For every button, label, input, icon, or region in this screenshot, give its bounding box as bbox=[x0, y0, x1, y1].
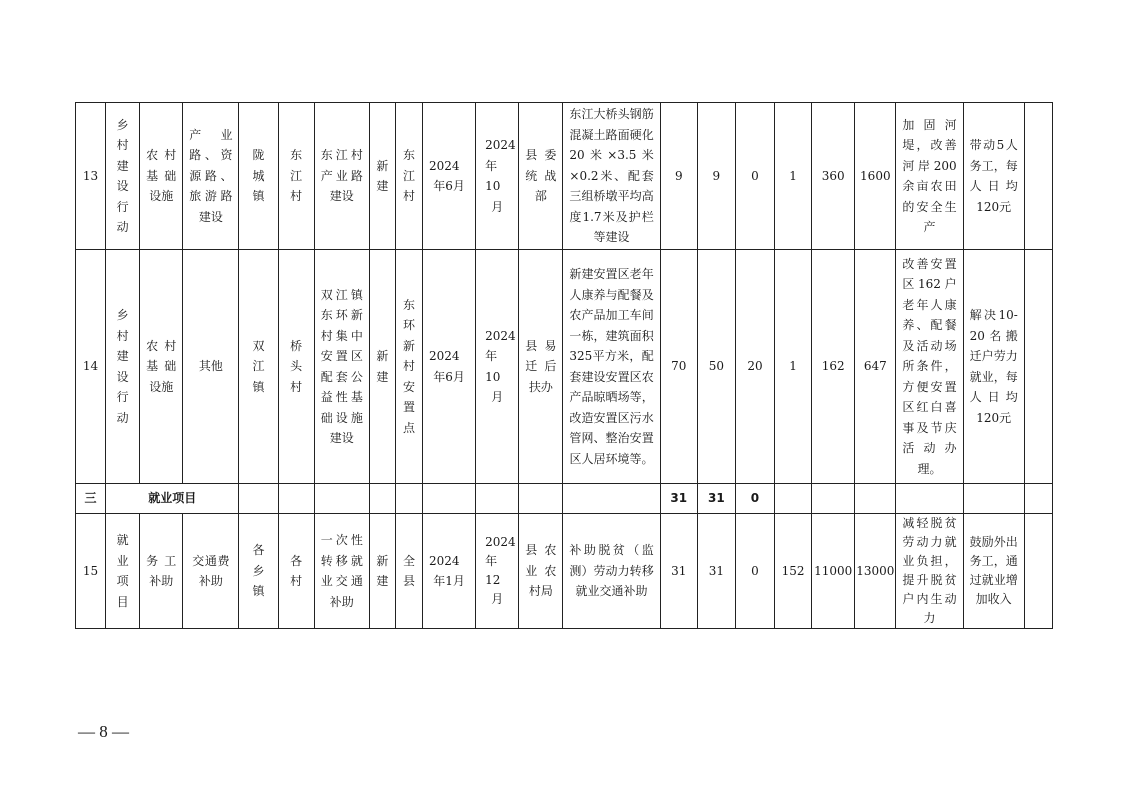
construction-content: 补助脱贫（监测）劳动力转移就业交通补助 bbox=[563, 514, 660, 629]
start-date: 2024年6月 bbox=[423, 250, 476, 484]
section-fund-a: 31 bbox=[697, 484, 735, 514]
total-investment: 70 bbox=[660, 250, 697, 484]
table-row bbox=[76, 514, 1053, 629]
beneficiary-villages: 152 bbox=[775, 514, 812, 629]
remark bbox=[1024, 250, 1052, 484]
fund-a: 31 bbox=[697, 514, 735, 629]
construction-nature: 新建 bbox=[369, 250, 395, 484]
section-total: 31 bbox=[660, 484, 697, 514]
performance-goal: 减轻脱贫劳动力就业负担，提升脱贫户内生动力 bbox=[896, 514, 963, 629]
town: 陇城镇 bbox=[239, 103, 278, 250]
performance-goal: 加固河堤，改善河岸200余亩农田的安全生产 bbox=[896, 103, 963, 250]
responsible-unit: 县农业农村局 bbox=[519, 514, 563, 629]
town: 双江镇 bbox=[239, 250, 278, 484]
fund-a: 50 bbox=[697, 250, 735, 484]
total-investment: 31 bbox=[660, 514, 697, 629]
section-number: 三 bbox=[76, 484, 106, 514]
total-investment: 9 bbox=[660, 103, 697, 250]
village: 桥头村 bbox=[278, 250, 314, 484]
construction-nature: 新建 bbox=[369, 514, 395, 629]
section-label: 就业项目 bbox=[106, 484, 239, 514]
project-table bbox=[75, 102, 1053, 629]
location: 东江村 bbox=[395, 103, 422, 250]
section-fund-b: 0 bbox=[735, 484, 774, 514]
fund-b: 0 bbox=[735, 103, 774, 250]
category: 乡村建设行动 bbox=[106, 103, 140, 250]
row-number: 13 bbox=[76, 103, 106, 250]
village: 各村 bbox=[278, 514, 314, 629]
project-type: 产业路、资源路、旅游路建设 bbox=[183, 103, 239, 250]
beneficiary-people: 647 bbox=[855, 250, 896, 484]
beneficiary-villages: 1 bbox=[775, 250, 812, 484]
town: 各乡镇 bbox=[239, 514, 278, 629]
row-number: 14 bbox=[76, 250, 106, 484]
beneficiary-households: 11000 bbox=[812, 514, 855, 629]
remark bbox=[1024, 514, 1052, 629]
beneficiary-households: 162 bbox=[812, 250, 855, 484]
interest-link: 解决10-20名搬迁户劳力就业，每人日均120元 bbox=[963, 250, 1024, 484]
end-date: 2024年10月 bbox=[476, 250, 519, 484]
interest-link: 鼓励外出务工，通过就业增加收入 bbox=[963, 514, 1024, 629]
end-date: 2024年12月 bbox=[476, 514, 519, 629]
beneficiary-households: 360 bbox=[812, 103, 855, 250]
beneficiary-villages: 1 bbox=[775, 103, 812, 250]
sub-category: 农村基础设施 bbox=[140, 103, 183, 250]
end-date: 2024年10月 bbox=[476, 103, 519, 250]
responsible-unit: 县委统战部 bbox=[519, 103, 563, 250]
page-number: — 8 — bbox=[78, 722, 129, 741]
category: 乡村建设行动 bbox=[106, 250, 140, 484]
table-row bbox=[76, 250, 1053, 484]
project-type: 交通费补助 bbox=[183, 514, 239, 629]
category: 就业项目 bbox=[106, 514, 140, 629]
project-name: 一次性转移就业交通补助 bbox=[314, 514, 369, 629]
fund-b: 20 bbox=[735, 250, 774, 484]
start-date: 2024年6月 bbox=[423, 103, 476, 250]
beneficiary-people: 13000 bbox=[855, 514, 896, 629]
remark bbox=[1024, 103, 1052, 250]
construction-content: 新建安置区老年人康养与配餐及农产品加工车间一栋，建筑面积325平方米，配套建设安置区农产品晾晒场等，改造安置区污水管网、整治安置区人居环境等。 bbox=[563, 250, 660, 484]
construction-nature: 新建 bbox=[369, 103, 395, 250]
responsible-unit: 县易迁后扶办 bbox=[519, 250, 563, 484]
location: 全县 bbox=[395, 514, 422, 629]
sub-category: 农村基础设施 bbox=[140, 250, 183, 484]
project-name: 东江村产业路建设 bbox=[314, 103, 369, 250]
table-row bbox=[76, 103, 1053, 250]
fund-b: 0 bbox=[735, 514, 774, 629]
village: 东江村 bbox=[278, 103, 314, 250]
project-type: 其他 bbox=[183, 250, 239, 484]
performance-goal: 改善安置区162户老年人康养、配餐及活动场所条件，方便安置区红白喜事及节庆活动办理。 bbox=[896, 250, 963, 484]
start-date: 2024年1月 bbox=[423, 514, 476, 629]
section-header-row bbox=[76, 484, 1053, 514]
location: 东环新村安置点 bbox=[395, 250, 422, 484]
interest-link: 带动5人务工，每人日均120元 bbox=[963, 103, 1024, 250]
fund-a: 9 bbox=[697, 103, 735, 250]
project-name: 双江镇东环新村集中安置区配套公益性基础设施建设 bbox=[314, 250, 369, 484]
construction-content: 东江大桥头钢筋混凝土路面硬化20米×3.5米×0.2米、配套三组桥墩平均高度1.7米及护栏等建设 bbox=[563, 103, 660, 250]
sub-category: 务工补助 bbox=[140, 514, 183, 629]
row-number: 15 bbox=[76, 514, 106, 629]
beneficiary-people: 1600 bbox=[855, 103, 896, 250]
